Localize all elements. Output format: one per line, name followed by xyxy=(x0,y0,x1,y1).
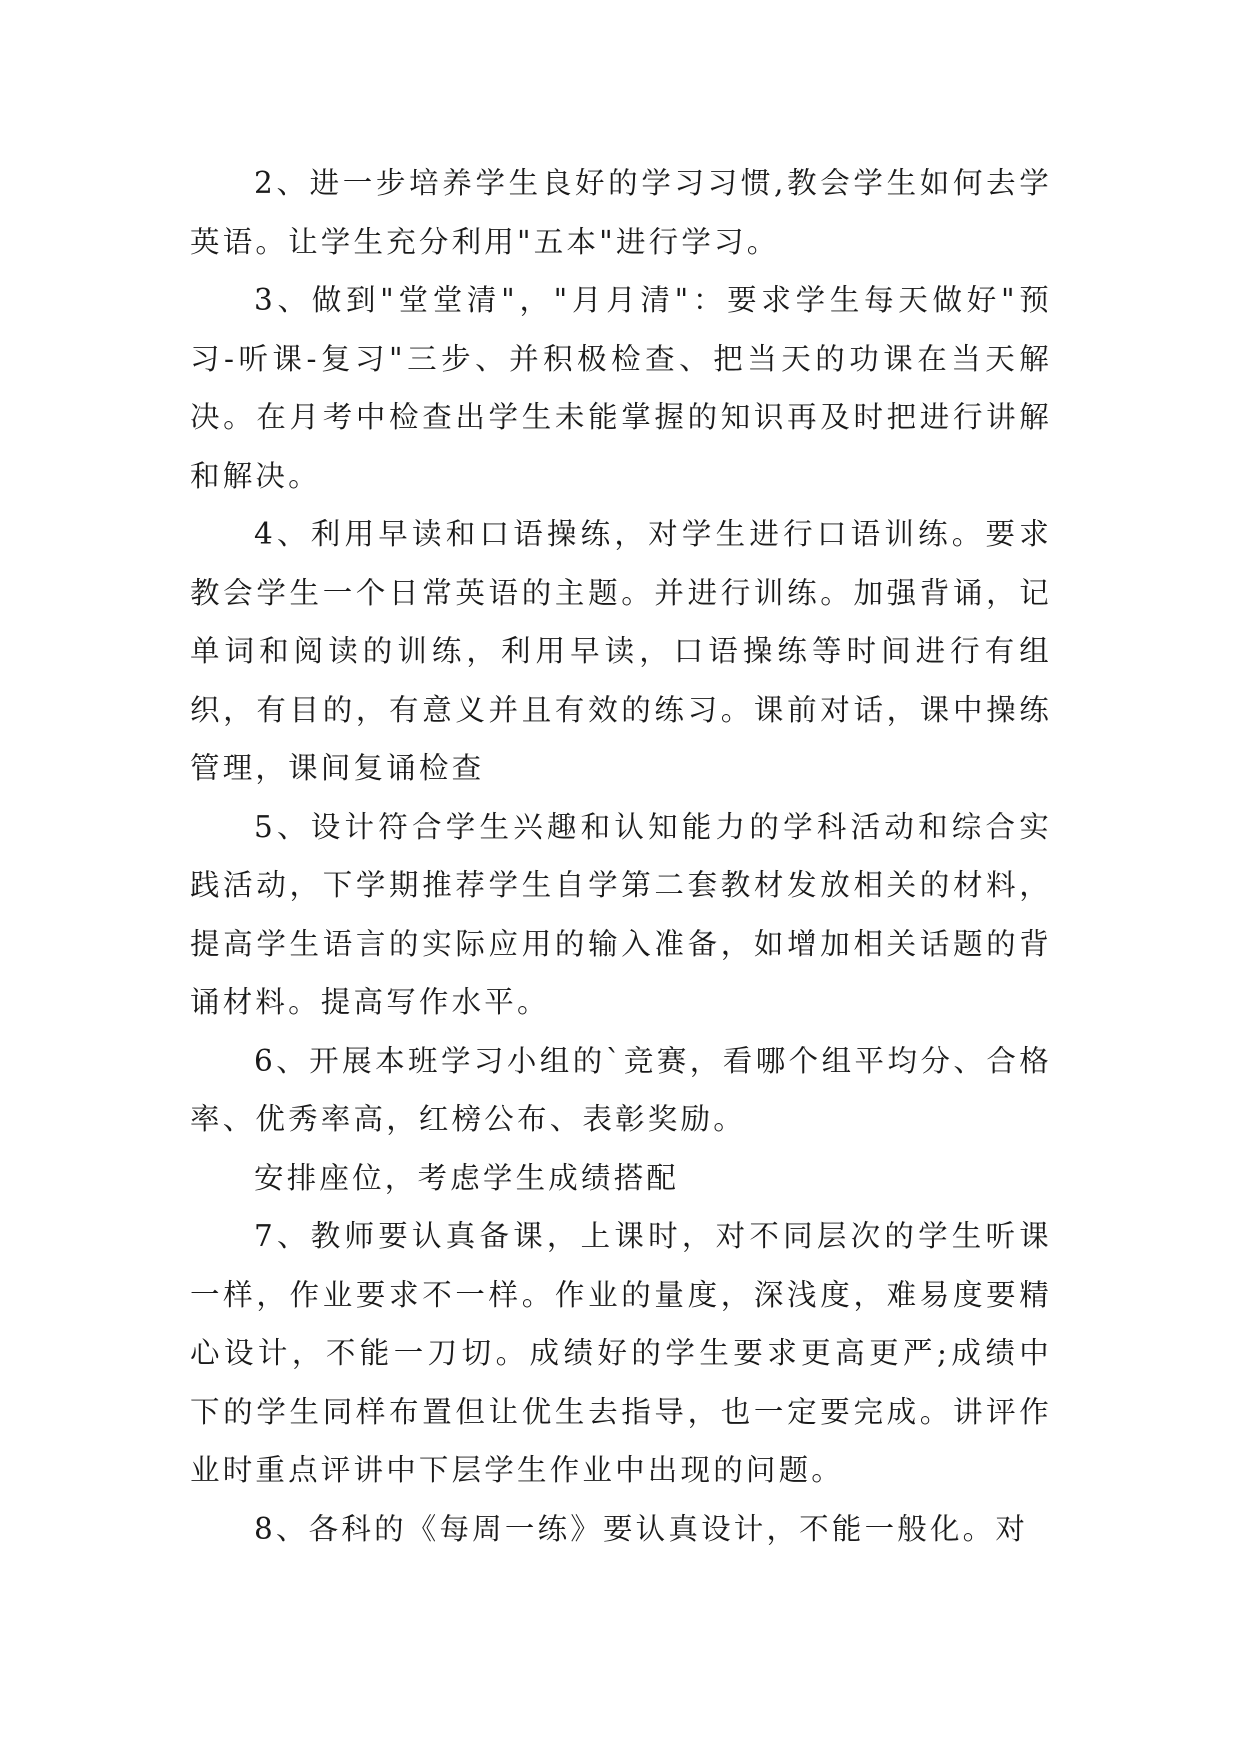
paragraph-item-2: 2、进一步培养学生良好的学习习惯,教会学生如何去学英语。让学生充分利用"五本"进行学习。 xyxy=(190,166,1052,259)
paragraph-seating-note: 安排座位，考虑学生成绩搭配 xyxy=(254,1160,680,1195)
paragraph-item-3: 3、做到"堂堂清"，"月月清"：要求学生每天做好"预习-听课-复习"三步、并积极检查、把当天的功课在当天解决。在月考中检查出学生未能掌握的知识再及时把进行讲解和解决。 xyxy=(190,283,1052,493)
paragraph-item-6: 6、开展本班学习小组的`竞赛，看哪个组平均分、合格率、优秀率高，红榜公布、表彰奖励。 xyxy=(190,1043,1052,1136)
paragraph-item-8: 8、各科的《每周一练》要认真设计，不能一般化。对 xyxy=(254,1511,1029,1546)
paragraph-item-5: 5、设计符合学生兴趣和认知能力的学科活动和综合实践活动，下学期推荐学生自学第二套教材发放相关的材料，提高学生语言的实际应用的输入准备，如增加相关话题的背诵材料。提高写作水平。 xyxy=(190,809,1052,1019)
paragraph-item-7: 7、教师要认真备课，上课时，对不同层次的学生听课一样，作业要求不一样。作业的量度，深浅度，难易度要精心设计，不能一刀切。成绩好的学生要求更高更严;成绩中下的学生同样布置但让优生去指导，也一定要完成。讲评作业时重点评讲中下层学生作业中出现的问题。 xyxy=(190,1219,1052,1487)
paragraph-item-4: 4、利用早读和口语操练，对学生进行口语训练。要求教会学生一个日常英语的主题。并进行训练。加强背诵，记单词和阅读的训练，利用早读，口语操练等时间进行有组织，有目的，有意义并且有效的练习。课前对话，课中操练管理，课间复诵检查 xyxy=(190,517,1052,785)
document-body xyxy=(190,154,1052,1558)
